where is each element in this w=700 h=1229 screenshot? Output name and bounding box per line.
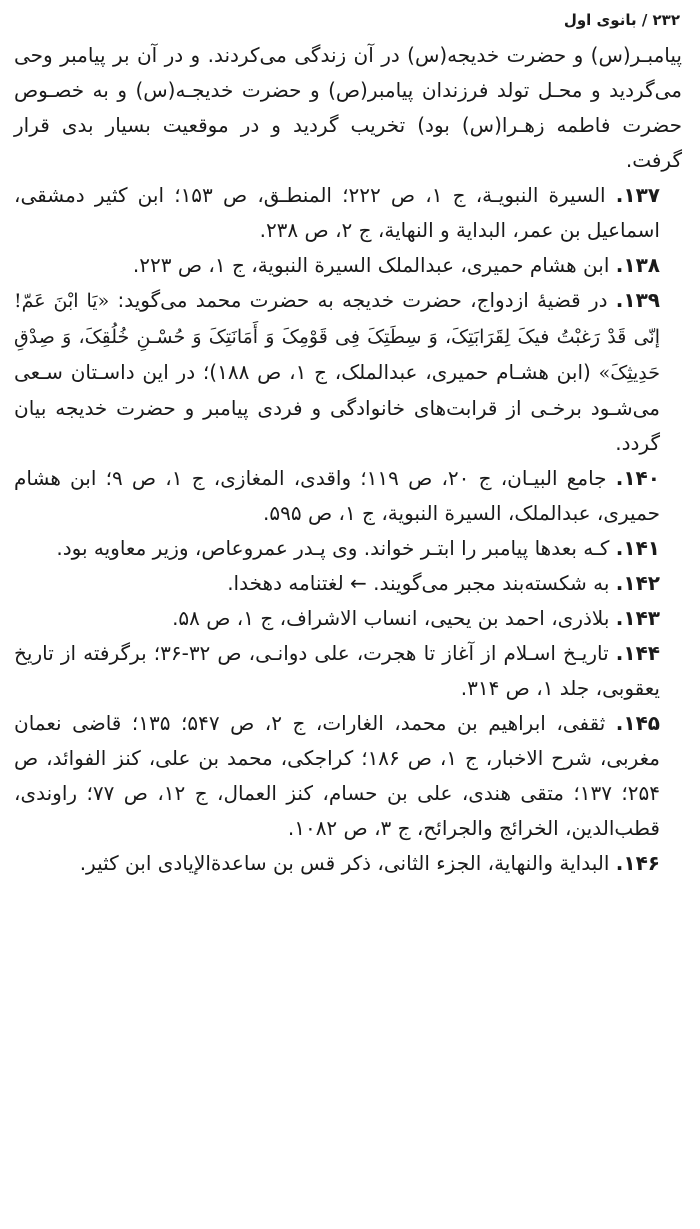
endnote-139 xyxy=(14,283,682,461)
endnote-number: ۱۴۰. xyxy=(615,466,660,490)
running-head: ۲۳۲ / بانوی اول xyxy=(563,11,680,29)
endnote-number: ۱۳۸. xyxy=(615,253,660,277)
endnote-number: ۱۳۹. xyxy=(615,288,661,312)
endnote-141 xyxy=(14,531,682,566)
endnote-number: ۱۴۲. xyxy=(615,571,660,595)
endnote-text: جامع البیـان، ج ۲۰، ص ۱۱۹؛ واقدی، المغازی، ج ۱، ص ۹؛ ابن هشام حمیری، عبدالملک، السیرة النبویة، ج ۱، ص ۵۹۵. xyxy=(14,466,660,525)
endnote-text: کـه بعدها پیامبر را ابتـر خواند. وی پـدر عمروعاص، وزیر معاویه بود. xyxy=(56,536,616,560)
endnote-text: البدایة والنهایة، الجزء الثانی، ذکر قس بن ساعدة‌الإیادی ابن کثیر. xyxy=(79,851,616,875)
endnote-text: به شکسته‌بند مجبر می‌گویند. ← لغتنامه دهخدا. xyxy=(227,571,616,595)
endnote-143 xyxy=(14,601,682,636)
endnote-text: السیرة النبویـة، ج ۱، ص ۲۲۲؛ المنطـق، ص ۱۵۳؛ ابن کثیر دمشقی، اسماعیل بن عمر، البدایة و النهایة، ج ۲، ص ۲۳۸. xyxy=(14,183,660,242)
endnote-text: ثقفی، ابراهیم بن محمد، الغارات، ج ۲، ص ۵۴۷؛ ۱۳۵؛ قاضی نعمان مغربی، شرح الاخبار، ج ۱، ص ۱۸۶؛ کراجکی، محمد بن علی، کنز الفوائد، ص ۲۵۴؛ ۱۳۷؛ متقی هندی، علی بن حسام، کنز العمال، ج ۱۲، ص ۷۷؛ راوندی، قطب‌الدین، الخرائج والجرائح، ج ۳، ص ۱۰۸۲. xyxy=(14,711,660,840)
endnote-text: بلاذری، احمد بن یحیی، انساب الاشراف، ج ۱، ص ۵۸. xyxy=(172,606,616,630)
endnote-number: ۱۳۷. xyxy=(615,183,660,207)
endnote-144 xyxy=(14,636,682,706)
endnote-quote: «یَا ابْنَ عَمّ! إنّی قَدْ رَغبْتُ فیکَ لِقَرَابَتِکَ، وَ سِطَتِکَ فِی قَوْمِکَ وَ أَمَانَتِکَ وَ حُسْـنِ خُلُقِکَ، وَ صِدْقِ حَدِیثِکَ» xyxy=(14,290,660,384)
endnote-142 xyxy=(14,566,682,601)
endnote-146 xyxy=(14,846,682,881)
endnote-number: ۱۴۴. xyxy=(615,641,661,665)
endnote-number: ۱۴۳. xyxy=(615,606,660,630)
body-paragraph: پیامبـر(س) و حضرت خدیجه(س) در آن زندگی می‌کردند. و در آن بر پیامبر وحی می‌گردید و محـل تولد فرزندان پیامبر(ص) و حضرت خدیجـه(س) و به خصـوص حضرت فاطمه زهـرا(س) بود) تخریب گردید و در موقعیت بسیار بدی قرار گرفت. xyxy=(14,43,682,172)
endnote-138 xyxy=(14,248,682,283)
endnote-number: ۱۴۵. xyxy=(615,711,661,735)
endnote-140 xyxy=(14,461,682,531)
endnote-145 xyxy=(14,706,682,846)
endnote-text: تاریـخ اسـلام از آغاز تا هجرت، علی دوانـی، ص ۳۲-۳۶؛ برگرفته از تاریخ یعقوبی، جلد ۱، ص ۳۱۴. xyxy=(14,641,660,700)
endnote-137 xyxy=(14,178,682,248)
endnote-text: ابن هشام حمیری، عبدالملک السیرة النبویة، ج ۱، ص ۲۲۳. xyxy=(132,253,616,277)
endnotes xyxy=(14,178,682,881)
endnote-number: ۱۴۱. xyxy=(615,536,660,560)
endnote-number: ۱۴۶. xyxy=(615,851,660,875)
endnote-text: در قضیۀ ازدواج، حضرت خدیجه به حضرت محمد می‌گوید: xyxy=(117,288,616,312)
endnote-text-continued: (ابن هشـام حمیری، عبدالملک، ج ۱، ص ۱۸۸)؛ در این داسـتان سـعی می‌شـود برخـی از قرابت‌های خانوادگی و فردی پیامبر و حضرت خدیجه بیان گردد. xyxy=(14,360,660,455)
